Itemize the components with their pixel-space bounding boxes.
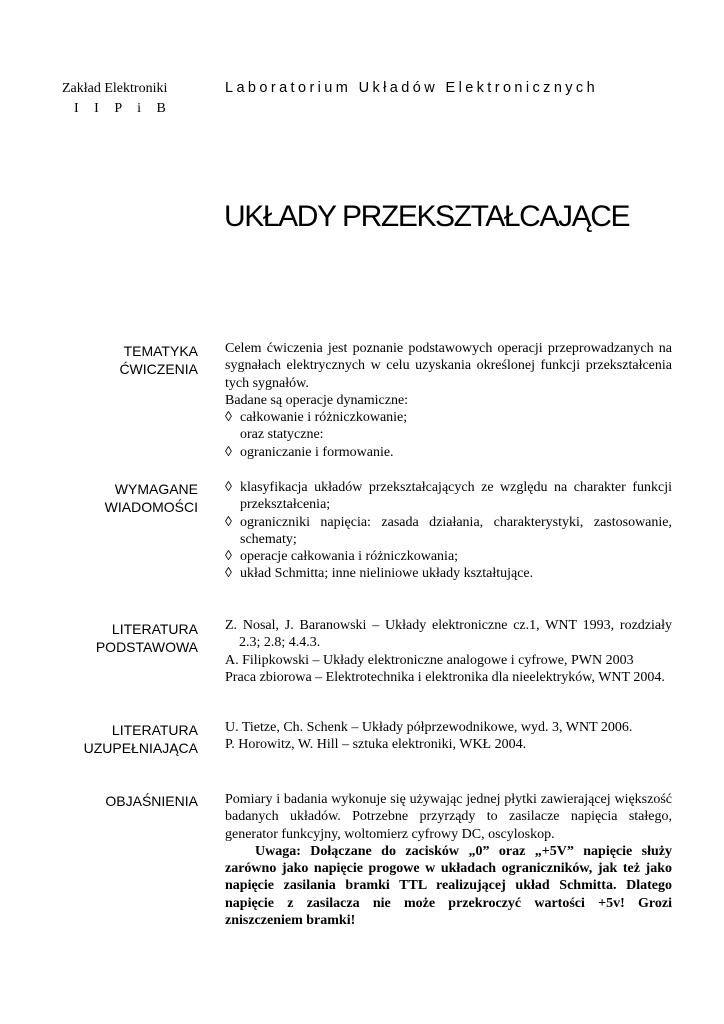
- section-body-tematyka: [225, 340, 672, 461]
- reference-item: A. Filipkowski – Układy elektroniczne analogowe i cyfrowe, PWN 2003: [225, 652, 634, 668]
- document-title: UKŁADY PRZEKSZTAŁCAJĄCE: [224, 200, 630, 233]
- diamond-bullet-icon: ◊: [225, 514, 232, 530]
- diamond-bullet-icon: ◊: [225, 410, 232, 426]
- tematyka-static-intro: oraz statyczne:: [240, 427, 324, 443]
- tematyka-ops-intro: Badane są operacje dynamiczne:: [225, 392, 409, 408]
- section-body-wymagane: [225, 479, 672, 583]
- section-body-objasnienia: [225, 791, 672, 929]
- section-label-wymagane: WYMAGANE WIADOMOŚCI: [104, 481, 198, 515]
- diamond-bullet-icon: ◊: [225, 566, 232, 582]
- diamond-bullet-icon: ◊: [225, 549, 232, 565]
- warning-note: Uwaga: Dołączane do zacisków „0” oraz „+5V” napięcie służy zarówno jako napięcie progowe w układach ograniczników, jak też jako napięcie zasilania bramki TTL realizującej układ Schmitta. Dlatego napięcie z zasilacza nie może przekroczyć wartości +5v! Grozi zniszczeniem bramki!: [225, 843, 672, 929]
- list-item: ◊ ograniczanie i formowanie.: [225, 444, 394, 460]
- reference-item: Z. Nosal, J. Baranowski – Układy elektroniczne cz.1, WNT 1993, rozdziały 2.3; 2.8; 4.4.3.: [225, 618, 672, 651]
- reference-item: P. Horowitz, W. Hill – sztuka elektroniki, WKŁ 2004.: [225, 737, 527, 753]
- reference-item: Praca zbiorowa – Elektrotechnika i elektronika dla nieelektryków, WNT 2004.: [225, 669, 665, 685]
- list-item: ◊ klasyfikacja układów przekształcających ze względu na charakter funkcji przekształcenia;: [225, 480, 672, 513]
- section-label-objasnienia: OBJAŚNIENIA: [105, 793, 198, 809]
- institute-code: I I P i B: [74, 101, 172, 116]
- list-item: ◊ ograniczniki napięcia: zasada działania, charakterystyki, zastosowanie, schematy;: [225, 514, 672, 547]
- diamond-bullet-icon: ◊: [225, 444, 232, 460]
- list-item: ◊ operacje całkowania i różniczkowania;: [225, 549, 459, 565]
- lab-title: Laboratorium Układów Elektronicznych: [225, 80, 599, 96]
- section-label-literatura-uzupelniajaca: LITERATURA UZUPEŁNIAJĄCA: [83, 722, 198, 756]
- section-body-literatura-podstawowa: [225, 617, 672, 686]
- list-item: ◊ układ Schmitta; inne nieliniowe układy kształtujące.: [225, 566, 534, 582]
- section-label-literatura-podstawowa: LITERATURA PODSTAWOWA: [95, 621, 198, 655]
- department-block: [62, 79, 172, 119]
- section-label-tematyka: TEMATYKA ĆWICZENIA: [119, 343, 198, 377]
- section-body-literatura-uzupelniajaca: [225, 719, 672, 754]
- diamond-bullet-icon: ◊: [225, 480, 232, 495]
- reference-item: U. Tietze, Ch. Schenk – Układy półprzewodnikowe, wyd. 3, WNT 2006.: [225, 720, 633, 735]
- objasnienia-text: Pomiary i badania wykonuje się używając jednej płytki zawierającej większość badanych układów. Potrzebne przyrządy to zasilacze napięcia stałego, generator funkcyjny, woltomierz cyfrowy DC, oscyloskop.: [225, 792, 672, 842]
- list-item: ◊ całkowanie i różniczkowanie;: [225, 410, 408, 426]
- tematyka-intro: Celem ćwiczenia jest poznanie podstawowych operacji przeprowadzanych na sygnałach elektrycznych w celu uzyskania określonej funkcji przekształcenia tych sygnałów.: [225, 341, 672, 391]
- department-name: Zakład Elektroniki: [62, 81, 168, 96]
